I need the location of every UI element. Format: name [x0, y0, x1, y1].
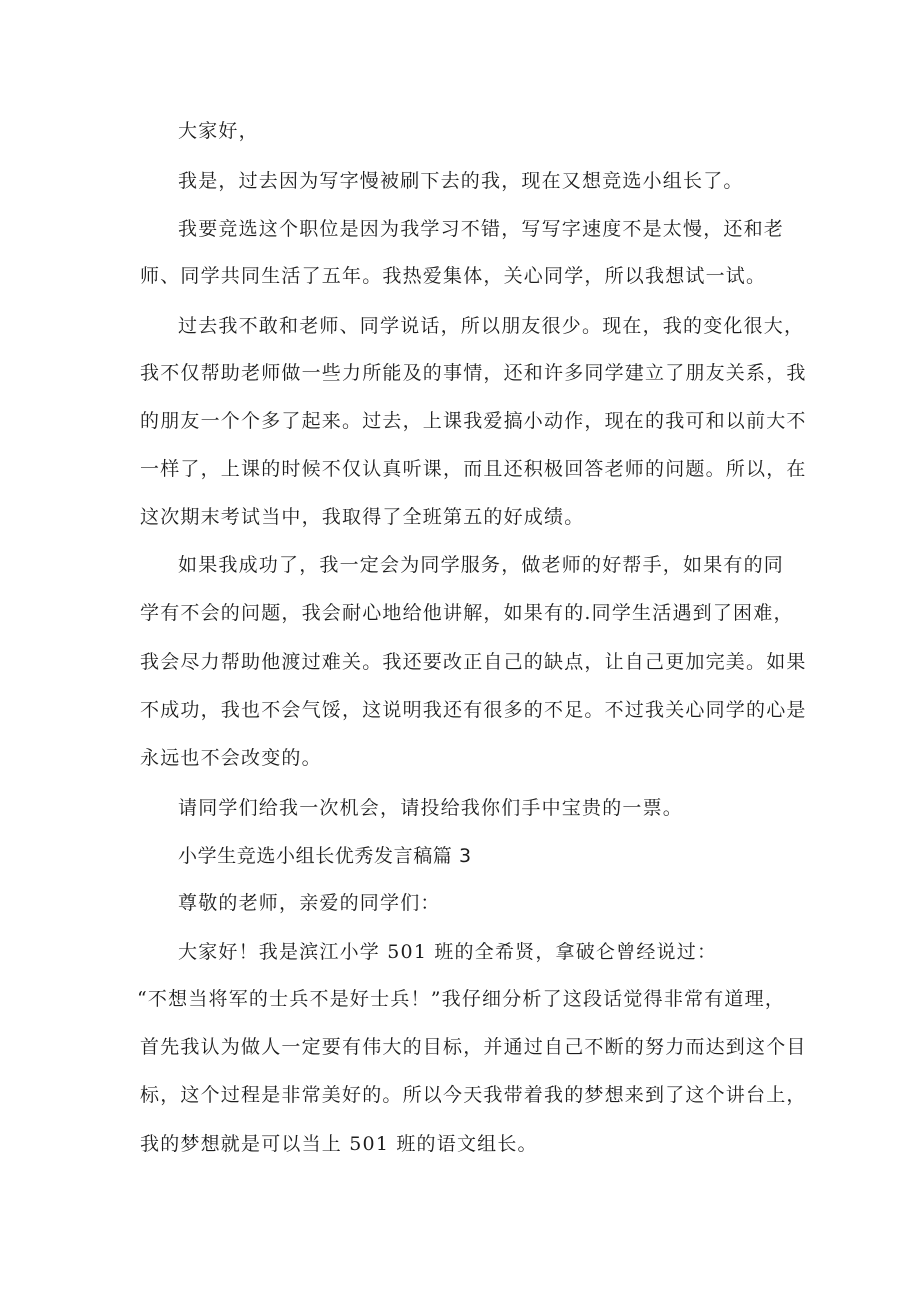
paragraph-line: 不成功，我也不会气馁，这说明我还有很多的不足。不过我关心同学的心是: [140, 699, 807, 721]
paragraph-line: 这次期末考试当中，我取得了全班第五的好成绩。: [140, 506, 585, 528]
section-heading: 小学生竞选小组长优秀发言稿篇 3: [178, 845, 472, 867]
paragraph-line: “不想当将军的士兵不是好士兵！”我仔细分析了这段话觉得非常有道理，: [137, 988, 786, 1010]
paragraph-line: 如果我成功了，我一定会为同学服务，做老师的好帮手，如果有的同: [178, 554, 785, 576]
paragraph-line: 我的梦想就是可以当上 501 班的语文组长。: [140, 1133, 538, 1155]
paragraph-line: 师、同学共同生活了五年。我热爱集体，关心同学，所以我想试一试。: [140, 265, 767, 287]
paragraph-line: 标，这个过程是非常美好的。所以今天我带着我的梦想来到了这个讲台上，: [140, 1084, 807, 1106]
greeting-line: 大家好，: [178, 120, 259, 142]
appeal-line: 请同学们给我一次机会，请投给我你们手中宝贵的一票。: [178, 797, 684, 819]
paragraph-line: 一样了，上课的时候不仅认真听课，而且还积极回答老师的问题。所以，在: [140, 458, 807, 480]
paragraph-line: 永远也不会改变的。: [140, 747, 322, 769]
paragraph-line: 大家好！我是滨江小学 501 班的全希贤，拿破仑曾经说过：: [178, 941, 718, 963]
paragraph-line: 我会尽力帮助他渡过难关。我还要改正自己的缺点，让自己更加完美。如果: [140, 651, 807, 673]
salutation-line: 尊敬的老师，亲爱的同学们：: [178, 892, 441, 914]
paragraph-line: 过去我不敢和老师、同学说话，所以朋友很少。现在，我的变化很大，: [178, 315, 805, 337]
paragraph-line: 我不仅帮助老师做一些力所能及的事情，还和许多同学建立了朋友关系，我: [140, 362, 807, 384]
intro-line: 我是，过去因为写字慢被刷下去的我，现在又想竞选小组长了。: [178, 170, 744, 192]
paragraph-line: 我要竞选这个职位是因为我学习不错，写写字速度不是太慢，还和老: [178, 218, 785, 240]
paragraph-line: 首先我认为做人一定要有伟大的目标，并通过自己不断的努力而达到这个目: [140, 1036, 807, 1058]
paragraph-line: 的朋友一个个多了起来。过去，上课我爱搞小动作，现在的我可和以前大不: [140, 410, 807, 432]
paragraph-line: 学有不会的问题，我会耐心地给他讲解，如果有的.同学生活遇到了困难，: [140, 602, 794, 624]
